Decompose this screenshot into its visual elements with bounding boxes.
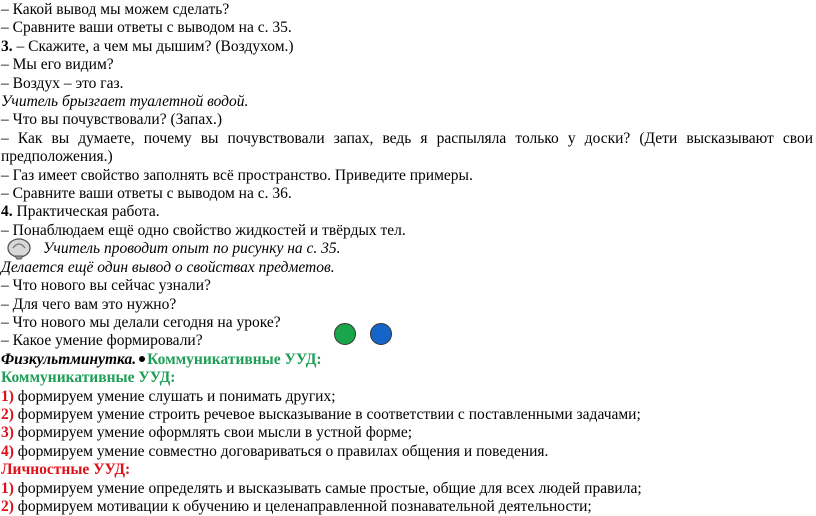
- text-line: – Что нового вы сейчас узнали?: [1, 277, 211, 295]
- item-text: формируем мотивации к обучению и целенаправленной познавательной деятельности;: [13, 498, 592, 515]
- text-line: [1, 202, 160, 221]
- teacher-note: Учитель проводит опыт по рисунку на с. 35.: [43, 240, 341, 258]
- text-line: – Какой вывод мы можем сделать?: [1, 1, 230, 18]
- text-line: – Сравните ваши ответы с выводом на с. 35.: [1, 19, 292, 37]
- text-line: – Понаблюдаем ещё одно свойство жидкостей и твёрдых тел.: [1, 221, 406, 239]
- text-line: – Как вы думаете, почему вы почувствовали запах, ведь я распыляла только у доски? (Дети высказывают свои: [1, 129, 813, 147]
- list-item: [1, 405, 641, 424]
- green-circle-icon: [334, 323, 356, 345]
- blue-circle-icon: [370, 323, 392, 345]
- text-line: – Какое умение формировали?: [1, 332, 203, 350]
- physical-break-label: Физкультминутка.: [1, 350, 137, 368]
- item-number: 4): [1, 442, 14, 460]
- text-line: – Для чего вам это нужно?: [1, 295, 177, 313]
- item-text: формируем умение слушать и понимать других;: [13, 387, 336, 405]
- item-text: формируем умение оформлять свои мысли в устной форме;: [13, 424, 413, 442]
- list-item: [1, 497, 592, 516]
- item-number: 1): [1, 387, 14, 405]
- step-number: 3.: [1, 37, 13, 55]
- text-line: – Мы его видим?: [1, 56, 114, 74]
- list-item: [1, 479, 642, 498]
- text-line: [1, 350, 322, 369]
- step-number: 4.: [1, 203, 13, 221]
- text-line: предположения.): [1, 148, 113, 166]
- item-number: 1): [1, 479, 14, 497]
- text-line: – Сравните ваши ответы с выводом на с. 36.: [1, 185, 292, 203]
- list-item: [1, 442, 548, 461]
- section-heading: Личностные УУД:: [1, 461, 131, 479]
- teacher-note: Делается ещё один вывод о свойствах предметов.: [1, 258, 335, 276]
- item-number: 2): [1, 498, 14, 515]
- item-number: 3): [1, 424, 14, 442]
- list-item: [1, 387, 336, 406]
- item-text: формируем умение определять и высказывать самые простые, общие для всех людей правила;: [13, 479, 642, 497]
- text-line: – Что нового мы делали сегодня на уроке?: [1, 313, 281, 331]
- section-heading: Коммуникативные УУД:: [1, 369, 176, 387]
- teacher-note: Учитель брызгает туалетной водой.: [1, 93, 249, 111]
- item-text: формируем умение строить речевое высказывание в соответствии с поставленными задачами;: [13, 405, 641, 423]
- item-text: формируем умение совместно договариваться о правилах общения и поведения.: [13, 442, 549, 460]
- text-line: – Воздух – это газ.: [1, 74, 124, 92]
- list-item: [1, 423, 412, 442]
- text-line: [1, 37, 294, 56]
- line-text: – Скажите, а чем мы дышим? (Воздухом.): [12, 37, 294, 55]
- bullet-icon: [139, 356, 145, 362]
- line-text: Практическая работа.: [12, 203, 160, 221]
- text-line: – Что вы почувствовали? (Запах.): [1, 111, 223, 129]
- section-heading: Коммуникативные УУД:: [147, 350, 322, 368]
- text-line: – Газ имеет свойство заполнять всё пространство. Приведите примеры.: [1, 166, 473, 184]
- item-number: 2): [1, 405, 14, 423]
